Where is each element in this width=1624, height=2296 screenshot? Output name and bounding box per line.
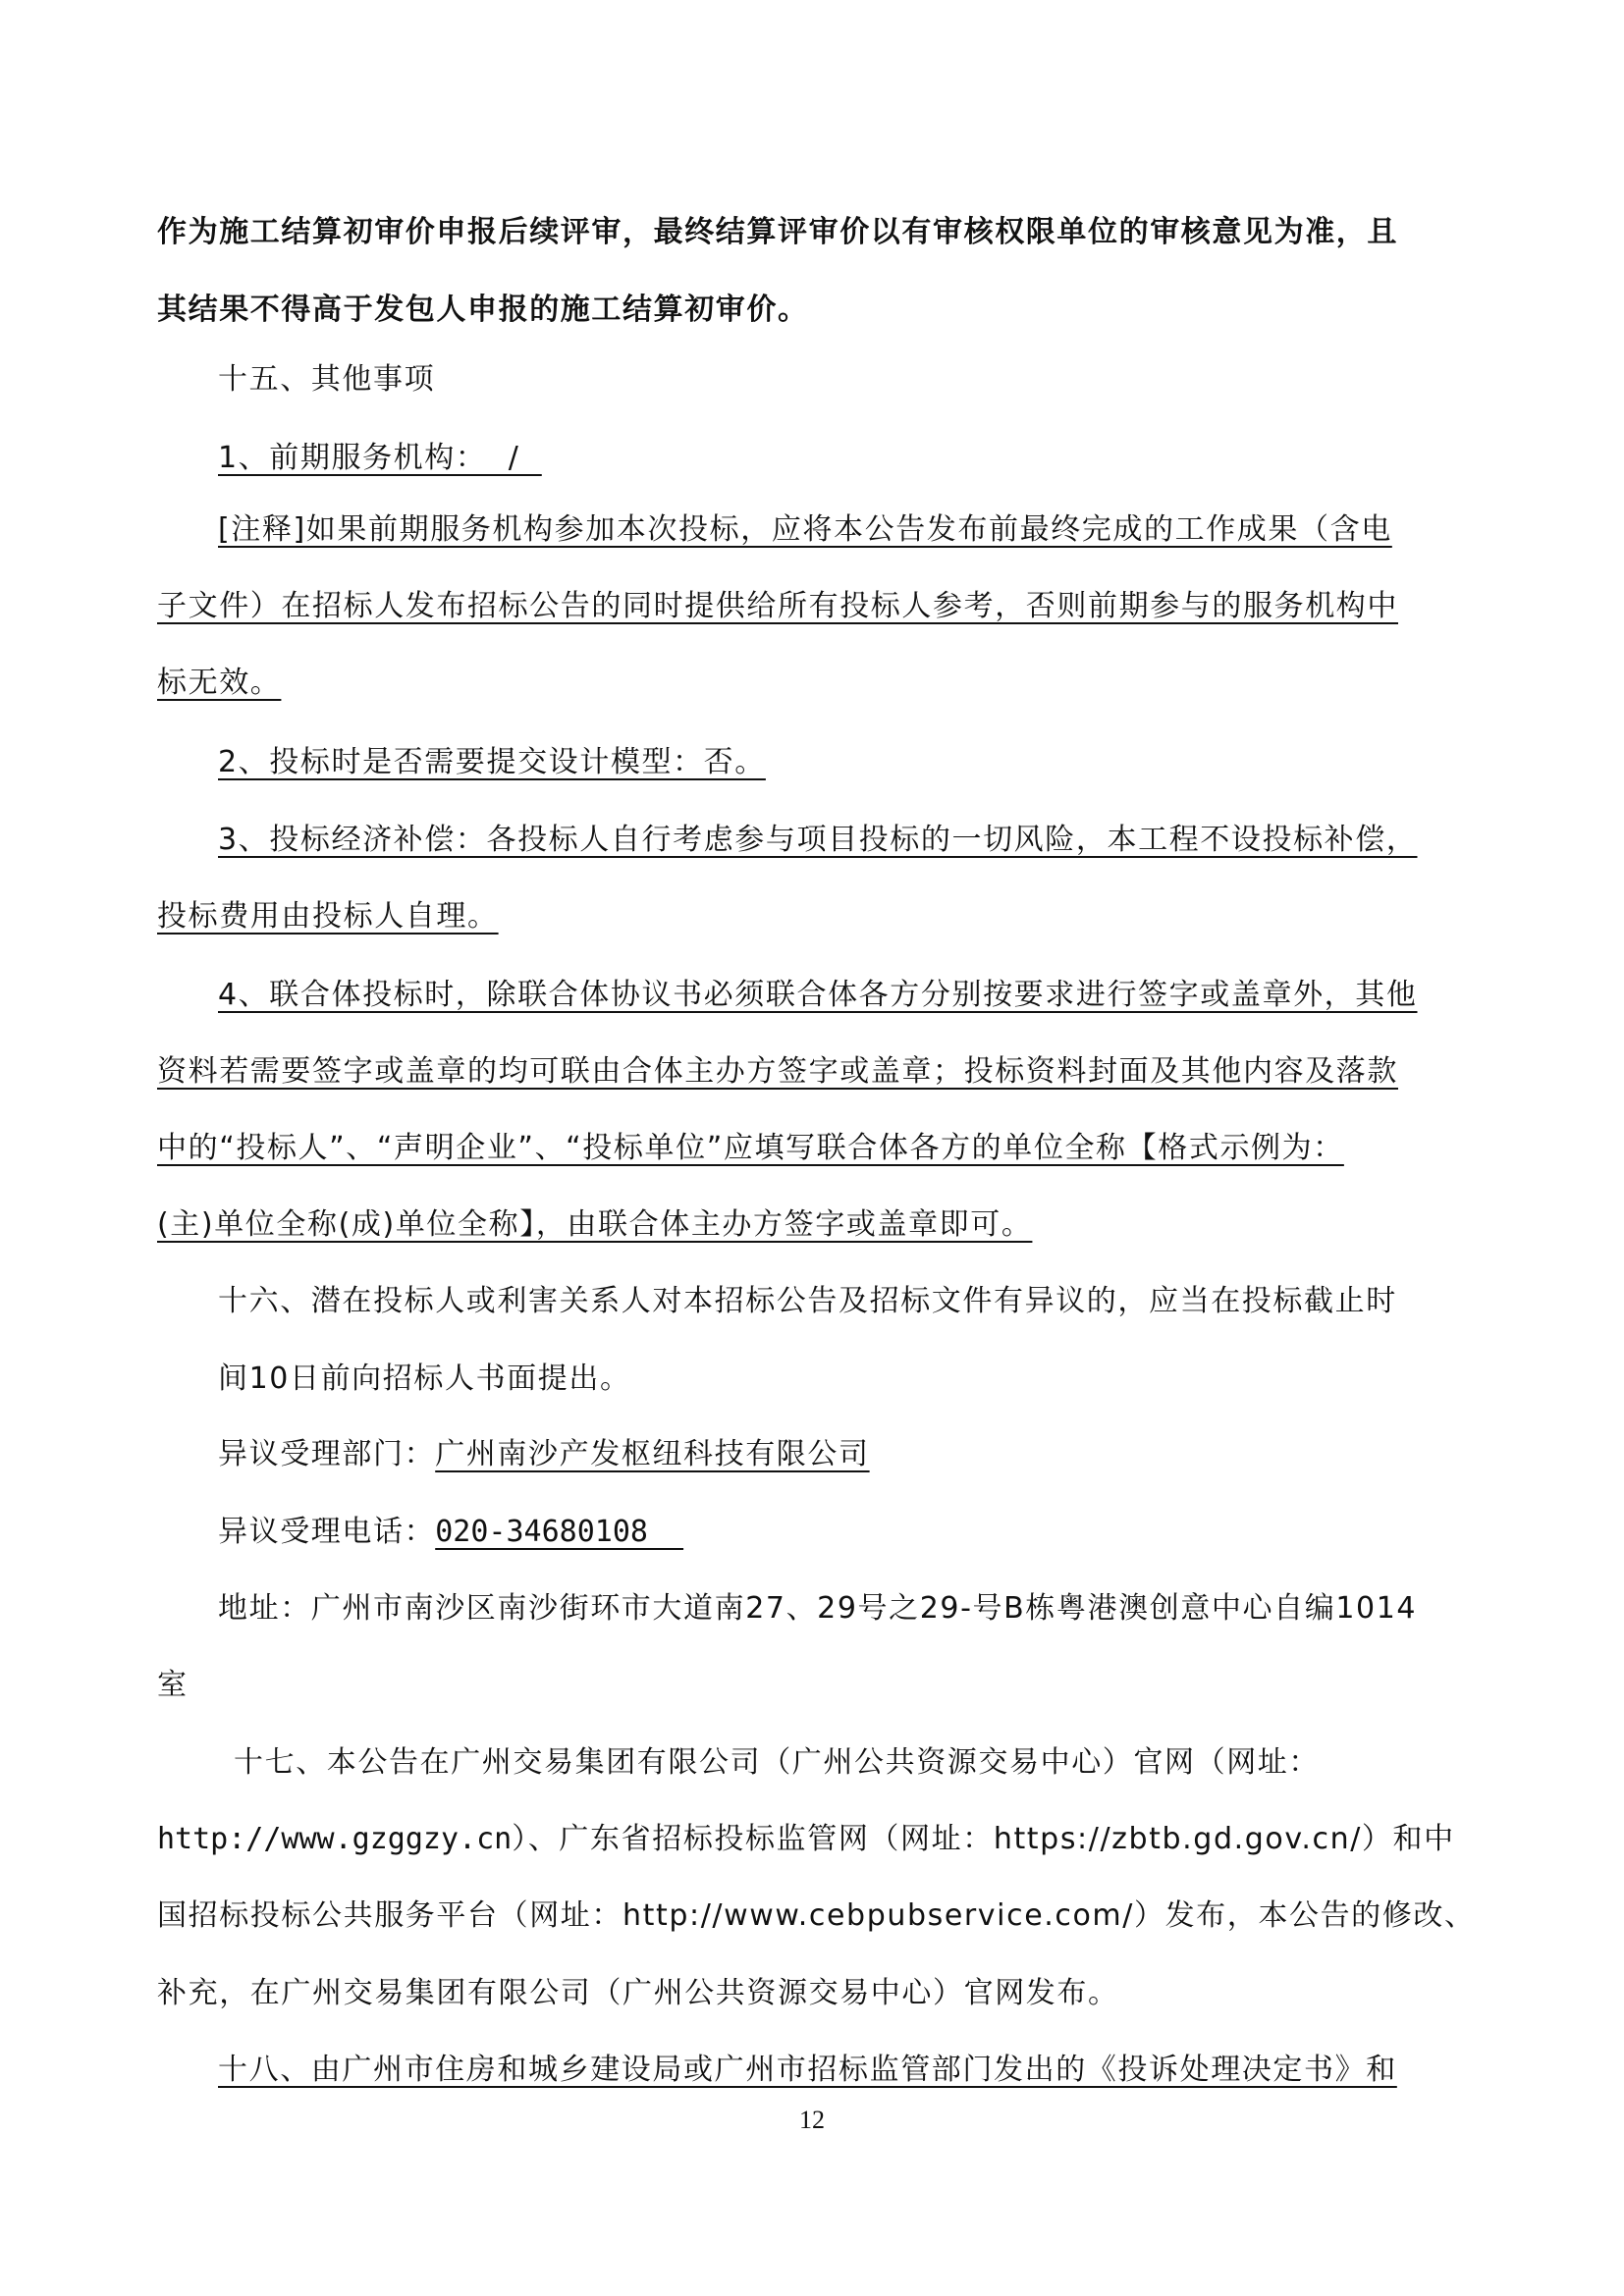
section-16-line: 间10日前向招标人书面提出。 [218,1362,631,1396]
objection-phone-line [218,1513,1485,1552]
item-3-text: 投标费用由投标人自理。 [157,899,499,934]
address-line: 室 [157,1668,189,1702]
url-link[interactable]: http://www.gzggzy.cn [157,1822,513,1856]
section-17-line: 国招标投标公共服务平台（网址：http://www.cebpubservice.com/）发布，本公告的修改、 [157,1898,1476,1933]
objection-phone-value: 020-34680108 [435,1515,684,1549]
section-17-line: 补充，在广州交易集团有限公司（广州公共资源交易中心）官网发布。 [157,1976,1119,2010]
section-16-line: 十六、潜在投标人或利害关系人对本招标公告及招标文件有异议的，应当在投标截止时 [218,1284,1397,1318]
item-4-text: 4、联合体投标时，除联合体协议书必须联合体各方分别按要求进行签字或盖章外，其他 [218,978,1418,1012]
address-line: 地址：广州市南沙区南沙街环市大道南27、29号之29-号B栋粤港澳创意中心自编1014 [218,1591,1418,1626]
item-4-line [218,976,1485,1015]
item-3-line [218,821,1485,860]
item-4-line [157,1052,1483,1092]
objection-phone-label: 异议受理电话： [218,1515,436,1549]
item-3-line [157,897,1483,936]
item-3-text: 3、投标经济补偿：各投标人自行考虑参与项目投标的一切风险，本工程不设投标补偿， [218,823,1418,857]
note-text: [注释]如果前期服务机构参加本次投标，应将本公告发布前最终完成的工作成果（含电 [218,512,1392,547]
note-text: 标无效。 [157,666,282,700]
section-17-text: ）、广东省招标投标监管网（网址：https://zbtb.gd.gov.cn/）和中 [512,1822,1455,1856]
item-4-line [157,1205,1483,1245]
note-line [218,510,1485,550]
note-line [157,587,1483,626]
page-number: 12 [799,2106,825,2134]
note-line [157,664,1483,703]
section-heading-15: 十五、其他事项 [218,362,436,397]
item-1-line [218,439,1485,478]
item-2-text: 2、投标时是否需要提交设计模型：否。 [218,745,766,779]
section-17-line [157,1820,1483,1859]
paragraph-line: 作为施工结算初审价申报后续评审，最终结算评审价以有审核权限单位的审核意见为准，且 [157,215,1398,249]
item-4-line [157,1129,1483,1168]
item-1-value: / [486,441,542,475]
item-4-text: 中的“投标人”、“声明企业”、“投标单位”应填写联合体各方的单位全称【格式示例为： [157,1131,1344,1165]
item-1-label: 1、前期服务机构： [218,441,487,475]
note-text: 子文件）在招标人发布招标公告的同时提供给所有投标人参考，否则前期参与的服务机构中 [157,589,1398,623]
section-18-line [218,2051,1485,2090]
section-18-text: 十八、由广州市住房和城乡建设局或广州市招标监管部门发出的《投诉处理决定书》和 [218,2053,1397,2087]
objection-dept-value: 广州南沙产发枢纽科技有限公司 [435,1437,870,1471]
item-4-text: 资料若需要签字或盖章的均可联由合体主办方签字或盖章；投标资料封面及其他内容及落款 [157,1054,1398,1089]
section-17-line: 十七、本公告在广州交易集团有限公司（广州公共资源交易中心）官网（网址： [234,1745,1320,1780]
objection-dept-label: 异议受理部门： [218,1437,436,1471]
paragraph-line: 其结果不得高于发包人申报的施工结算初审价。 [157,293,809,327]
objection-dept-line [218,1435,1485,1474]
item-4-text: (主)单位全称(成)单位全称】，由联合体主办方签字或盖章即可。 [157,1207,1033,1242]
item-2-line [218,743,1485,782]
